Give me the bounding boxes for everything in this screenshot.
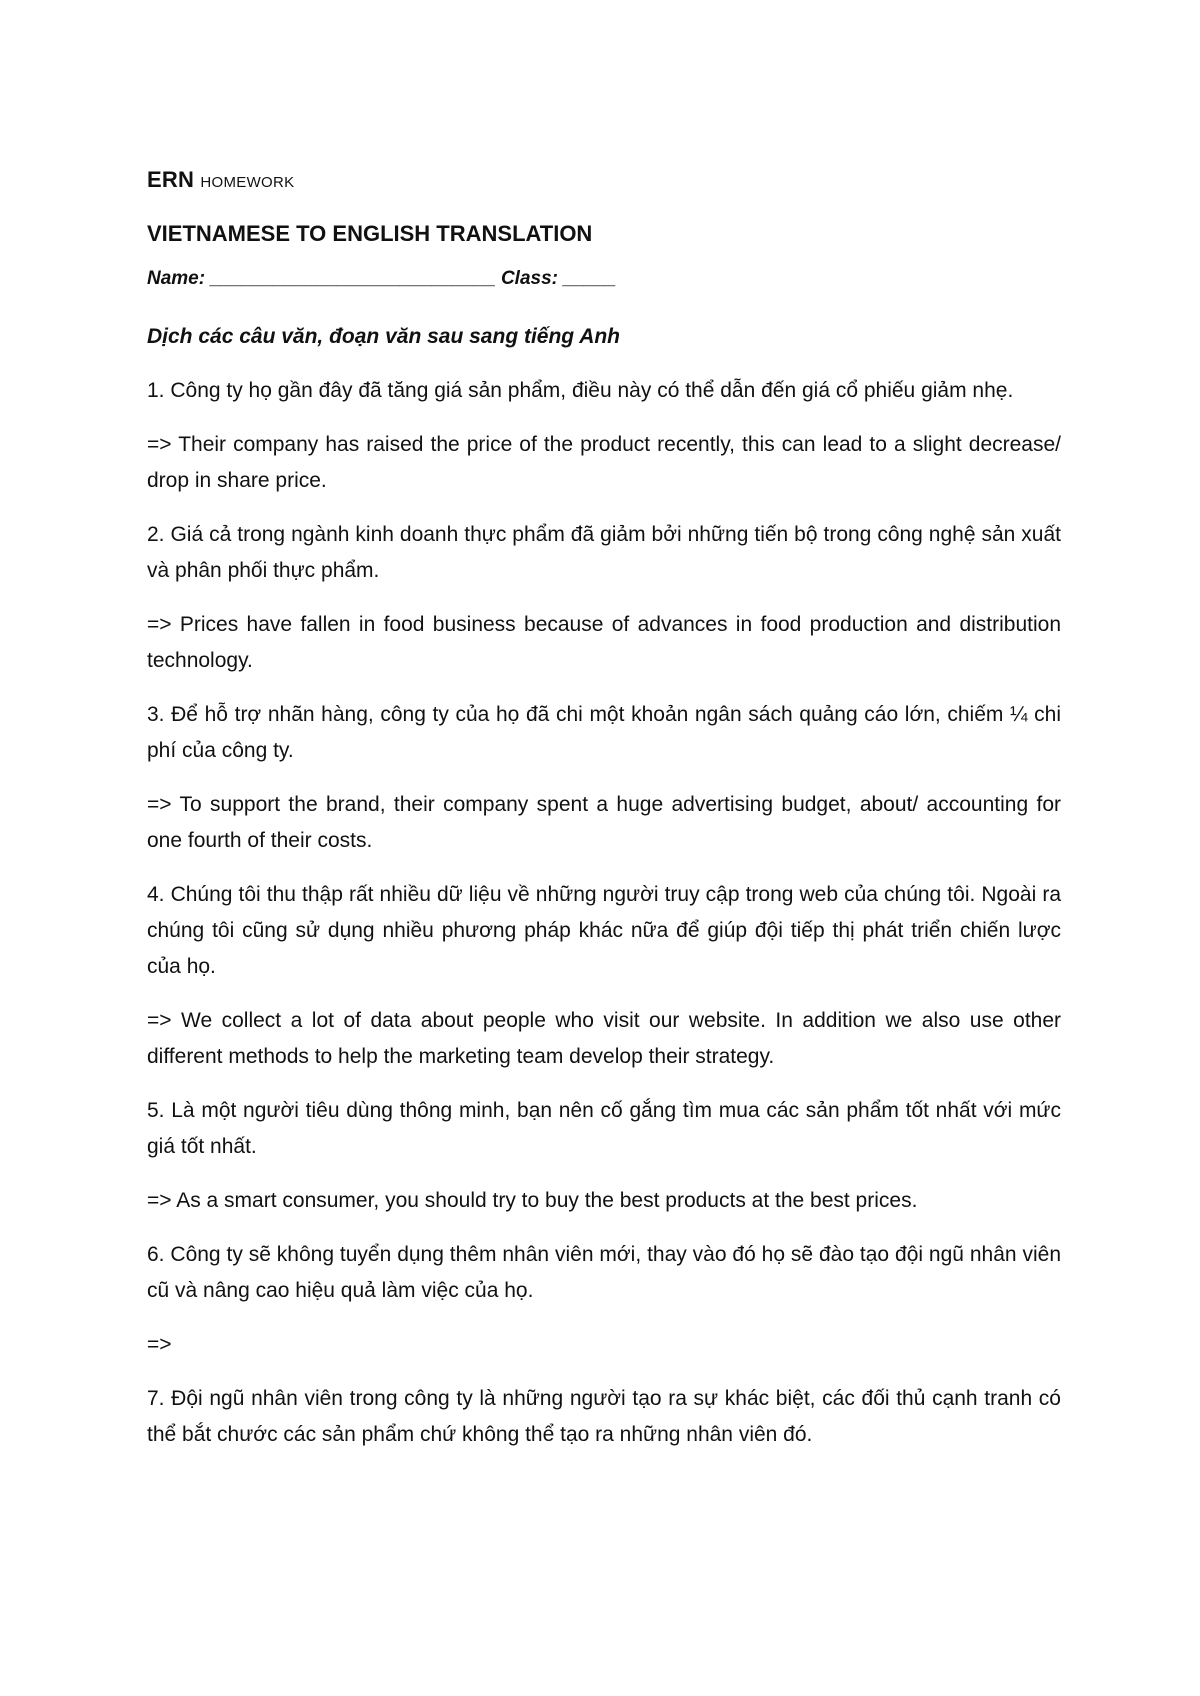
answer-4: => We collect a lot of data about people who visit our website. In addition we also use other different methods to help the marketing team develop their strategy. <box>147 1009 1061 1068</box>
title-main: ERN <box>147 167 195 192</box>
question-4: 4. Chúng tôi thu thập rất nhiều dữ liệu về những người truy cập trong web của chúng tôi. Ngoài ra chúng tôi cũng sử dụng nhiều phương pháp khác nữa để giúp đội tiếp thị phát triển chiến lược của họ. <box>147 883 1061 978</box>
answer-3: => To support the brand, their company spent a huge advertising budget, about/ accounting for one fourth of their costs. <box>147 793 1061 852</box>
answer-1: => Their company has raised the price of the product recently, this can lead to a slight decrease/ drop in share price. <box>147 433 1061 492</box>
title-sub: HOMEWORK <box>200 174 295 191</box>
document-content <box>147 166 1061 1471</box>
question-6: 6. Công ty sẽ không tuyển dụng thêm nhân viên mới, thay vào đó họ sẽ đào tạo đội ngũ nhân viên cũ và nâng cao hiệu quả làm việc của họ. <box>147 1243 1061 1302</box>
question-7: 7. Đội ngũ nhân viên trong công ty là những người tạo ra sự khác biệt, các đối thủ cạnh tranh có thể bắt chước các sản phẩm chứ không thể tạo ra những nhân viên đó. <box>147 1387 1061 1446</box>
document-title <box>147 166 1061 197</box>
question-2: 2. Giá cả trong ngành kinh doanh thực phẩm đã giảm bởi những tiến bộ trong công nghệ sản xuất và phân phối thực phẩm. <box>147 523 1061 582</box>
document-heading: VIETNAMESE TO ENGLISH TRANSLATION <box>147 221 593 246</box>
name-class-line: Name: ___________________________ Class: _____ <box>147 268 617 289</box>
instruction: Dịch các câu văn, đoạn văn sau sang tiếng Anh <box>147 325 621 348</box>
answer-2: => Prices have fallen in food business because of advances in food production and distribution technology. <box>147 613 1061 672</box>
question-1: 1. Công ty họ gần đây đã tăng giá sản phẩm, điều này có thể dẫn đến giá cổ phiếu giảm nhẹ. <box>147 379 1014 402</box>
question-5: 5. Là một người tiêu dùng thông minh, bạn nên cố gắng tìm mua các sản phẩm tốt nhất với mức giá tốt nhất. <box>147 1099 1061 1158</box>
answer-5: => As a smart consumer, you should try to buy the best products at the best prices. <box>147 1189 918 1212</box>
question-3: 3. Để hỗ trợ nhãn hàng, công ty của họ đã chi một khoản ngân sách quảng cáo lớn, chiếm ¼ chi phí của công ty. <box>147 703 1061 762</box>
answer-6: => <box>147 1333 172 1356</box>
